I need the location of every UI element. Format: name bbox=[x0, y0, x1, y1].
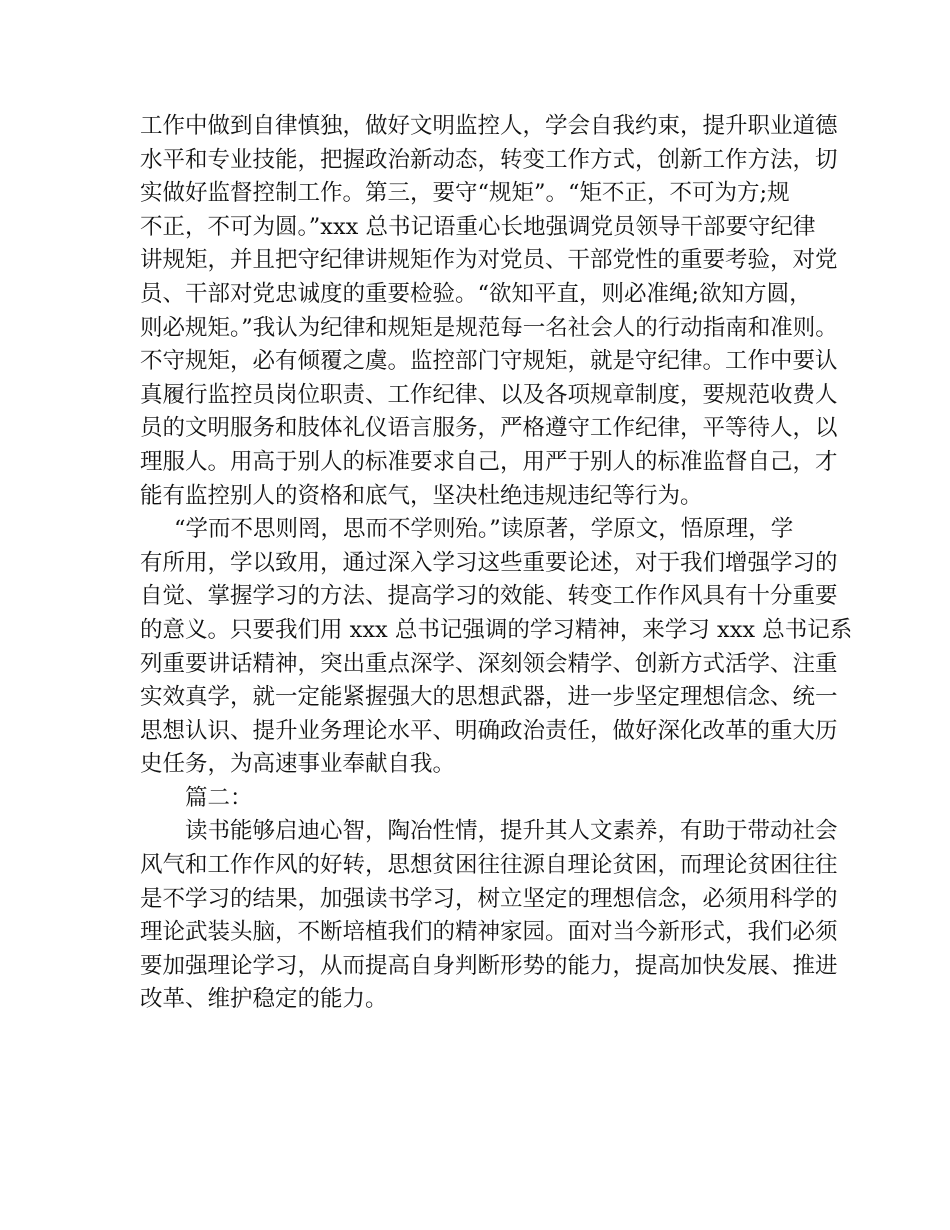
text-line: 工作中做到自律慎独，做好文明监控人，学会自我约束，提升职业道德 bbox=[140, 113, 838, 139]
text-line: 则必规矩。”我认为纪律和规矩是规范每一名社会人的行动指南和准则。 bbox=[140, 314, 838, 341]
text-line: 能有监控别人的资格和底气，坚决杜绝违规违纪等行为。 bbox=[140, 482, 703, 509]
text-line: 水平和专业技能，把握政治新动态，转变工作方式，创新工作方法，切 bbox=[140, 146, 838, 173]
document-body bbox=[140, 110, 853, 1017]
text-line: 风气和工作作风的好转，思想贫困往往源自理论贫困，而理论贫困往往 bbox=[140, 852, 838, 879]
text-line: 史任务，为高速事业奉献自我。 bbox=[140, 751, 456, 778]
section-heading: 篇二： bbox=[185, 784, 253, 811]
text-line: 讲规矩，并且把守纪律讲规矩作为对党员、干部党性的重要考验，对党 bbox=[140, 247, 838, 274]
text-line: 是不学习的结果，加强读书学习，树立坚定的理想信念，必须用科学的 bbox=[140, 885, 838, 912]
text-line: 改革、维护稳定的能力。 bbox=[140, 986, 388, 1013]
text-line: 思想认识、提升业务理论水平、明确政治责任，做好深化改革的重大历 bbox=[140, 717, 838, 744]
text-line: 有所用，学以致用，通过深入学习这些重要论述，对于我们增强学习的 bbox=[140, 549, 838, 576]
text-line: 不正，不可为圆。”xxx 总书记语重心长地强调党员领导干部要守纪律 bbox=[140, 213, 816, 240]
text-line: 实效真学，就一定能紧握强大的思想武器，进一步坚定理想信念、统一 bbox=[140, 684, 838, 711]
text-line: 员的文明服务和肢体礼仪语言服务，严格遵守工作纪律，平等待人，以 bbox=[140, 415, 838, 442]
text-line: 实做好监督控制工作。第三，要守“规矩”。“矩不正，不可为方;规 bbox=[140, 180, 790, 207]
text-line: 列重要讲话精神，突出重点深学、深刻领会精学、创新方式活学、注重 bbox=[140, 650, 838, 677]
text-line: 的意义。只要我们用 xxx 总书记强调的学习精神，来学习 xxx 总书记系 bbox=[140, 616, 853, 643]
text-line: 员、干部对党忠诚度的重要检验。“欲知平直，则必准绳;欲知方圆， bbox=[140, 280, 812, 307]
text-line: 自觉、掌握学习的方法、提高学习的效能、转变工作作风具有十分重要 bbox=[140, 583, 838, 610]
text-line: 要加强理论学习，从而提高自身判断形势的能力，提高加快发展、推进 bbox=[140, 952, 838, 979]
text-line: 理论武装头脑，不断培植我们的精神家园。面对当今新形式，我们必须 bbox=[140, 919, 838, 946]
paragraph-start-line: 读书能够启迪心智，陶冶性情，提升其人文素养，有助于带动社会 bbox=[185, 818, 838, 845]
text-line: 理服人。用高于别人的标准要求自己，用严于别人的标准监督自己，才 bbox=[140, 448, 838, 475]
text-line: 不守规矩，必有倾覆之虞。监控部门守规矩，就是守纪律。工作中要认 bbox=[140, 348, 838, 375]
text-line: 真履行监控员岗位职责、工作纪律、以及各项规章制度，要规范收费人 bbox=[140, 381, 838, 408]
paragraph-start-line: “学而不思则罔，思而不学则殆。”读原著，学原文，悟原理，学 bbox=[174, 516, 794, 543]
